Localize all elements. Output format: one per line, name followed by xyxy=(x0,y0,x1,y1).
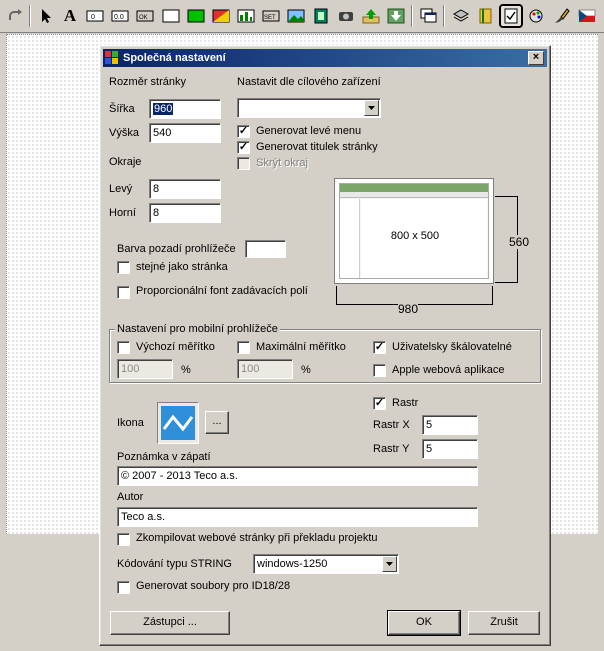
raster-checkbox[interactable]: ✓ xyxy=(374,397,385,409)
image-icon[interactable] xyxy=(285,5,307,27)
pointer-icon[interactable] xyxy=(35,5,57,27)
browse-icon-button[interactable]: ... xyxy=(205,411,229,434)
close-button[interactable] xyxy=(528,51,544,65)
apple-webapp-label: Apple webová aplikace xyxy=(392,364,505,376)
height-input[interactable]: 540 xyxy=(149,123,221,143)
canvas-margin xyxy=(598,34,604,534)
default-scale-checkbox[interactable] xyxy=(117,341,130,354)
apple-webapp-checkbox[interactable] xyxy=(373,364,386,377)
chevron-down-icon[interactable] xyxy=(382,556,397,572)
encoding-label: Kódování typu STRING xyxy=(117,558,232,570)
book-icon[interactable] xyxy=(475,5,497,27)
encoding-select[interactable]: windows-1250 xyxy=(253,554,399,574)
ok-button-icon[interactable] xyxy=(134,5,156,27)
margin-left-input[interactable]: 8 xyxy=(149,179,221,199)
filled-rectangle-icon[interactable] xyxy=(185,5,207,27)
proportional-font-checkbox[interactable] xyxy=(117,286,130,299)
max-scale-input[interactable]: 100 xyxy=(237,359,293,379)
dialog-title: Společná nastavení xyxy=(123,52,226,64)
margins-label: Okraje xyxy=(109,156,142,168)
max-scale-label: Maximální měřítko xyxy=(256,341,346,353)
height-label: Výška xyxy=(109,127,139,139)
cancel-button[interactable]: Zrušit xyxy=(468,611,540,635)
palette-icon[interactable] xyxy=(526,5,548,27)
redo-icon[interactable] xyxy=(4,5,26,27)
max-scale-unit: % xyxy=(301,364,311,376)
download-icon[interactable] xyxy=(385,5,407,27)
author-label: Autor xyxy=(117,491,144,503)
svg-text:0.0: 0.0 xyxy=(114,14,124,21)
width-dimension-line xyxy=(492,286,493,304)
footer-note-input[interactable]: © 2007 - 2013 Teco a.s. xyxy=(117,466,478,486)
user-scalable-label: Uživatelsky škálovatelné xyxy=(392,341,512,353)
toolbar xyxy=(0,0,604,33)
upload-icon[interactable] xyxy=(360,5,382,27)
proportional-font-label: Proporcionální font zadávacích polí xyxy=(136,285,308,297)
page-size-label: Rozměr stránky xyxy=(109,76,187,88)
app-logo-icon xyxy=(161,406,195,440)
hide-border-label: Skrýt okraj xyxy=(256,157,308,169)
width-dimension-text: 980 xyxy=(398,302,419,316)
default-scale-label: Výchozí měřítko xyxy=(136,341,215,353)
icon-preview xyxy=(157,402,199,444)
width-input[interactable]: 960 xyxy=(149,99,221,119)
svg-text:0: 0 xyxy=(91,14,95,21)
width-label: Šířka xyxy=(109,103,135,115)
toolbar-separator xyxy=(443,5,445,27)
target-device-select[interactable] xyxy=(237,98,381,118)
raster-y-input[interactable]: 5 xyxy=(422,439,478,459)
brush-icon[interactable] xyxy=(551,5,573,27)
default-scale-unit: % xyxy=(181,364,191,376)
dialog-titlebar[interactable] xyxy=(103,49,547,67)
height-dimension-line xyxy=(495,196,518,197)
margin-left-label: Levý xyxy=(109,183,133,195)
margin-top-input[interactable]: 8 xyxy=(149,203,221,223)
max-scale-checkbox[interactable] xyxy=(237,341,250,354)
preview-screenshot xyxy=(339,183,489,279)
ok-button[interactable]: OK xyxy=(388,611,460,635)
deputies-button[interactable]: Zástupci ... xyxy=(110,611,230,635)
browser-bg-label: Barva pozadí prohlížeče xyxy=(117,243,236,255)
height-dimension-line xyxy=(495,282,518,283)
text-tool-icon[interactable]: A xyxy=(63,6,77,25)
input-field-icon[interactable] xyxy=(84,5,106,27)
toolbar-separator xyxy=(29,5,31,27)
camera-icon[interactable] xyxy=(335,5,357,27)
compile-web-label: Zkompilovat webové stránky při překladu projektu xyxy=(136,532,378,544)
raster-y-label: Rastr Y xyxy=(373,443,410,455)
default-scale-input[interactable]: 100 xyxy=(117,359,173,379)
rectangle-icon[interactable] xyxy=(160,5,182,27)
input-display-icon[interactable] xyxy=(109,5,131,27)
left-menu-checkbox[interactable]: ✓ xyxy=(238,125,249,137)
film-icon[interactable] xyxy=(310,5,332,27)
page-title-label: Generovat titulek stránky xyxy=(256,141,378,153)
settings-page-icon[interactable] xyxy=(499,4,523,28)
compile-web-checkbox[interactable] xyxy=(117,533,130,546)
mobile-group-title: Nastavení pro mobilní prohlížeče xyxy=(117,323,278,335)
id18-checkbox[interactable] xyxy=(117,581,130,594)
hide-border-checkbox[interactable] xyxy=(237,157,250,170)
preview-size-text: 800 x 500 xyxy=(390,230,440,242)
browser-bg-color-swatch[interactable] xyxy=(245,240,286,258)
svg-text:SET: SET xyxy=(264,15,276,21)
same-as-page-checkbox[interactable] xyxy=(117,261,130,274)
layers-icon[interactable] xyxy=(450,5,472,27)
preview-toolbar xyxy=(340,192,488,198)
width-dimension-line xyxy=(336,286,337,304)
author-input[interactable]: Teco a.s. xyxy=(117,507,478,527)
raster-x-label: Rastr X xyxy=(373,419,410,431)
margin-top-label: Horní xyxy=(109,207,136,219)
set-button-icon[interactable] xyxy=(260,5,282,27)
windows-icon[interactable] xyxy=(418,5,440,27)
svg-text:OK: OK xyxy=(139,15,148,21)
raster-x-input[interactable]: 5 xyxy=(422,415,478,435)
close-icon: × xyxy=(532,51,540,63)
same-as-page-label: stejné jako stránka xyxy=(136,261,228,273)
icon-label: Ikona xyxy=(117,417,144,429)
common-settings-dialog xyxy=(99,45,551,646)
footer-note-label: Poznámka v zápatí xyxy=(117,451,211,463)
app-icon xyxy=(105,51,119,68)
bar-graph-icon[interactable] xyxy=(235,5,257,27)
id18-label: Generovat soubory pro ID18/28 xyxy=(136,580,291,592)
language-flag-icon[interactable] xyxy=(576,5,598,27)
height-dimension-text: 560 xyxy=(509,235,530,249)
raster-label: Rastr xyxy=(392,397,419,409)
page-title-checkbox[interactable]: ✓ xyxy=(238,141,249,153)
preview-header xyxy=(340,184,488,192)
page-preview xyxy=(334,178,494,284)
left-menu-label: Generovat levé menu xyxy=(256,125,362,137)
chevron-down-icon[interactable] xyxy=(364,100,379,116)
gradient-icon[interactable] xyxy=(210,5,232,27)
user-scalable-checkbox[interactable]: ✓ xyxy=(374,341,385,353)
target-device-label: Nastavit dle cílového zařízení xyxy=(237,76,381,88)
toolbar-separator xyxy=(411,5,413,27)
